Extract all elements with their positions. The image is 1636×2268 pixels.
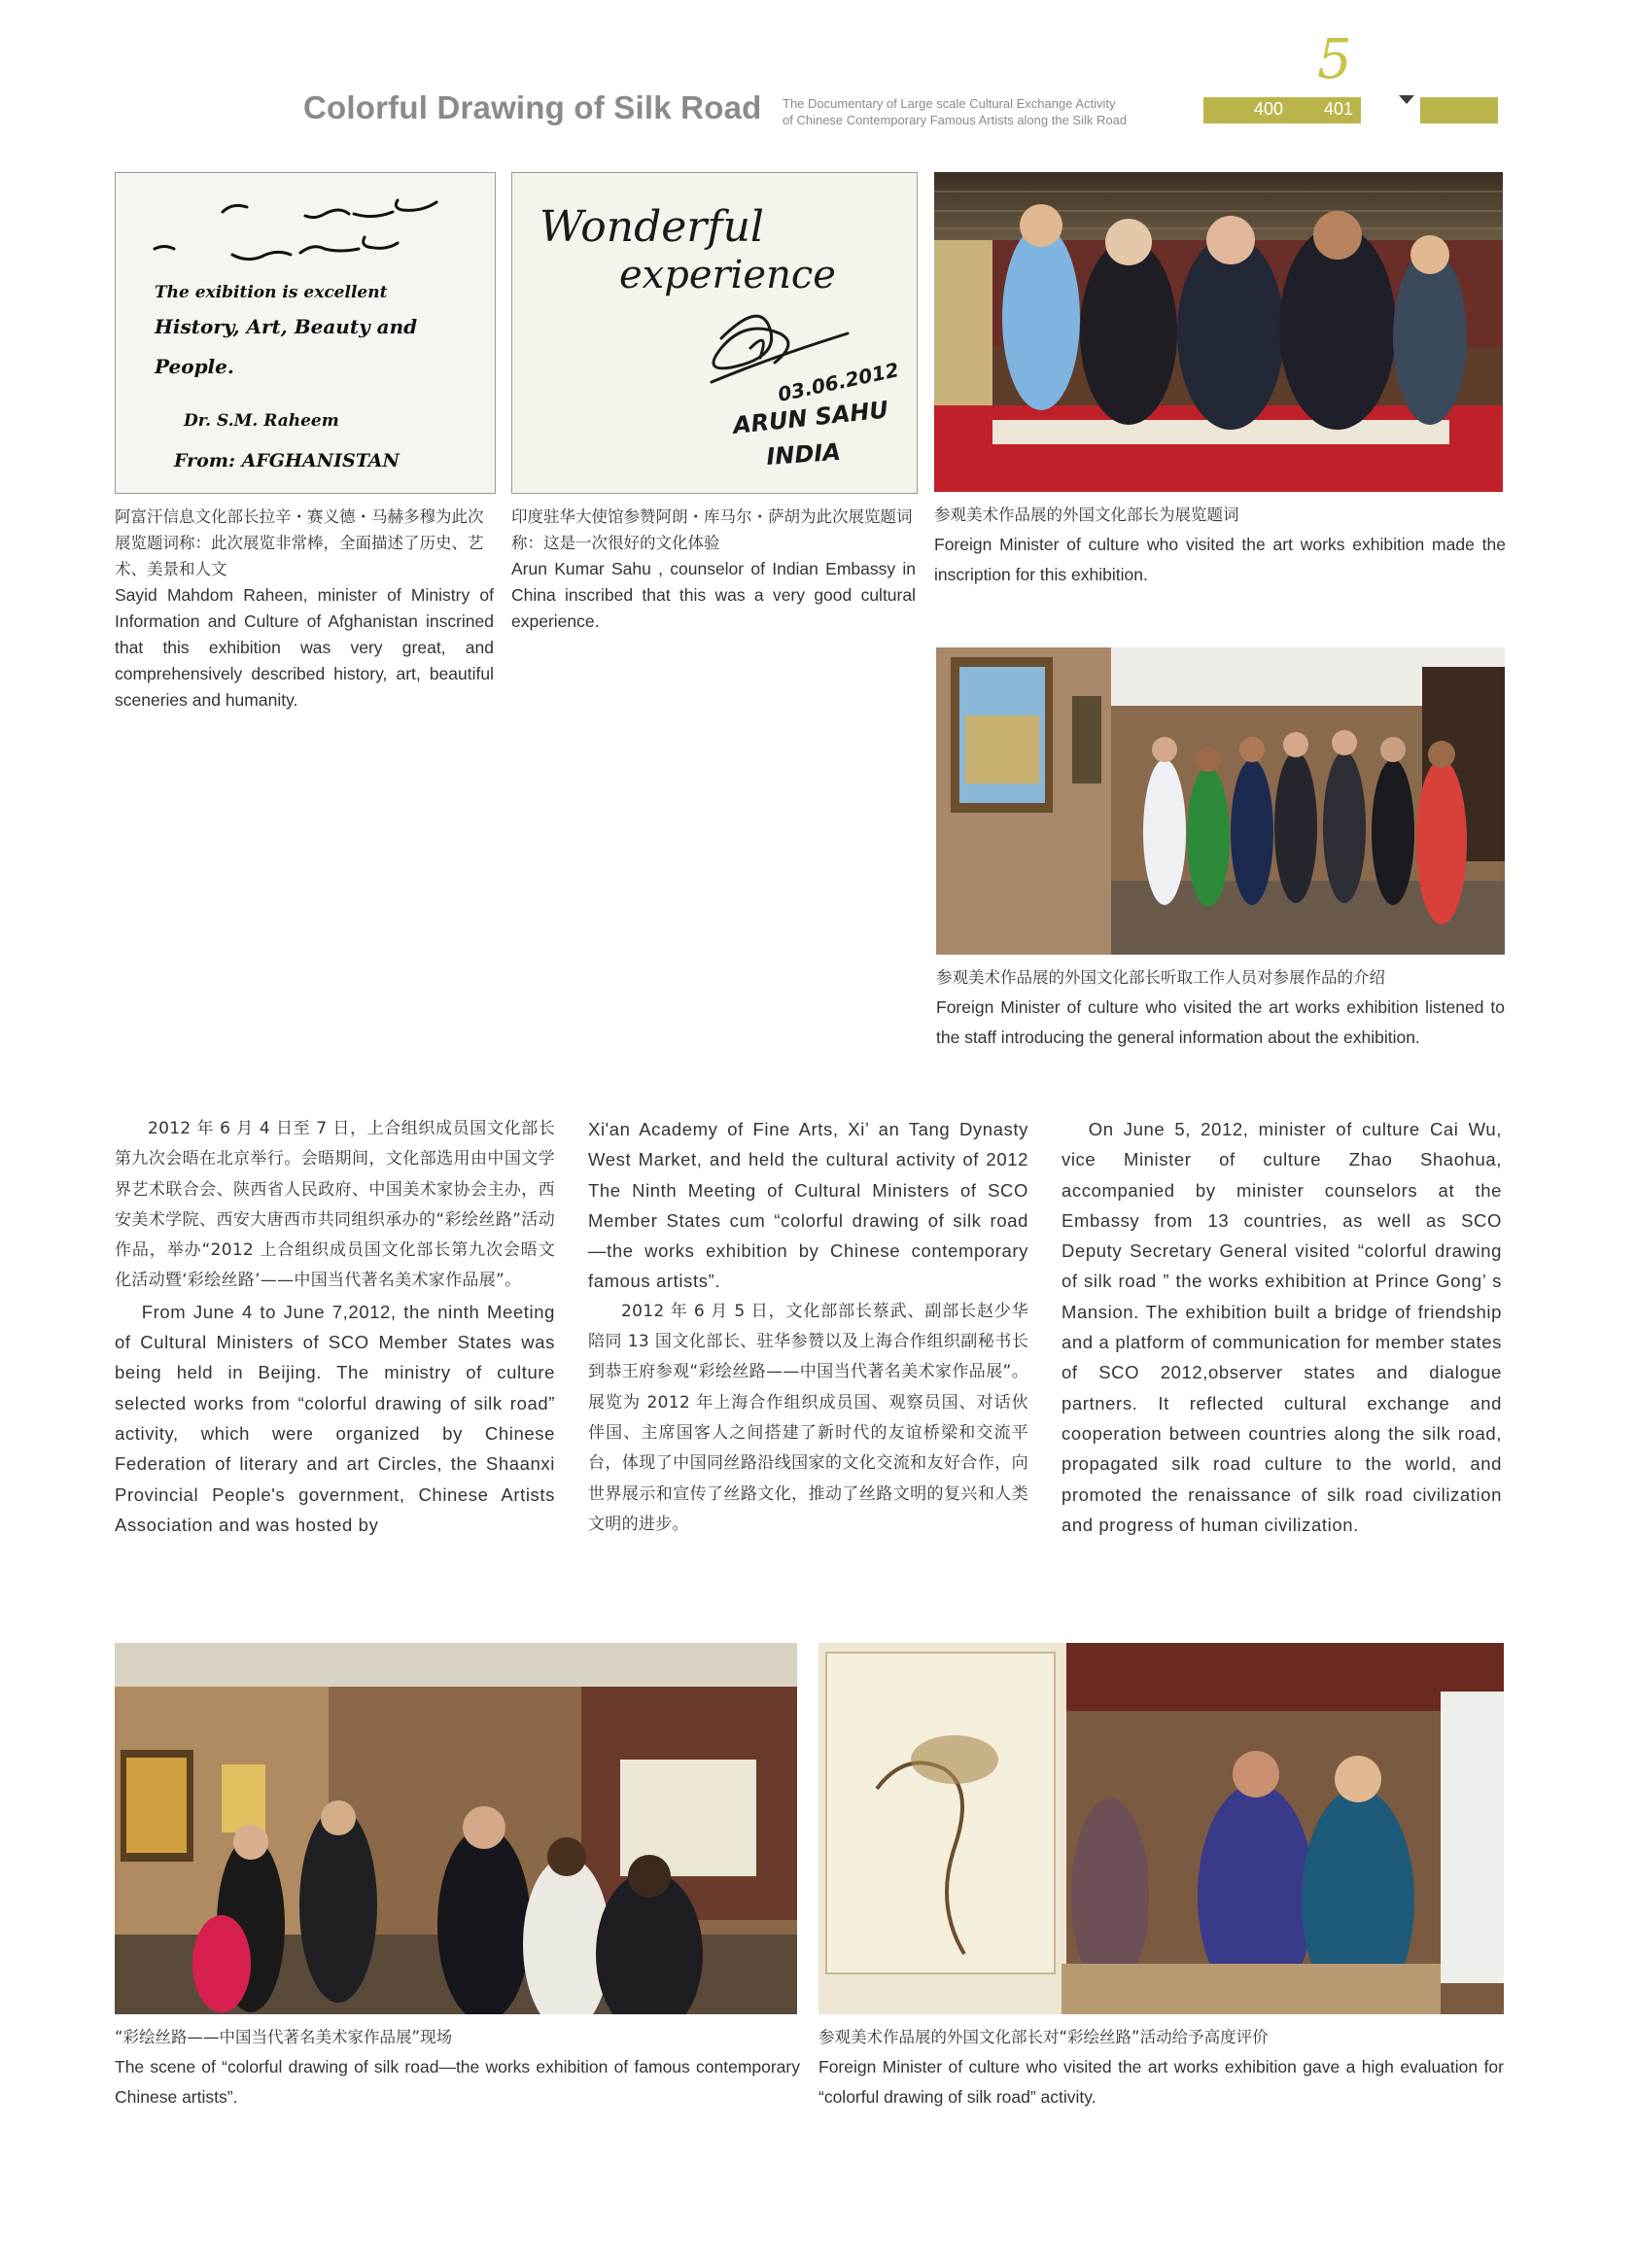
ministers-listening-photo (936, 647, 1505, 955)
body-column-1 (115, 1114, 555, 1540)
caption-ministers-listening-en: Foreign Minister of culture who visited the art works exhibition listened to the staff introducing the general information about the exhibition. (936, 997, 1505, 1047)
caption-high-evaluation (818, 2022, 1504, 2112)
india-signature-photo (511, 172, 918, 494)
caption-india-en: Arun Kumar Sahu , counselor of Indian Embassy in China inscribed that this was a very good cultural experience. (511, 559, 916, 631)
body-col2-zh: 2012 年 6 月 5 日，文化部部长蔡武、副部长赵少华陪同 13 国文化部长、驻华参赞以及上海合作组织副秘书长到恭王府参观“彩绘丝路——中国当代著名美术家作品展”。展览为 2012 年上海合作组织成员国、观察员国、对话伙伴国、主席国客人之间搭建了新时代的友谊桥梁和交流平台，体现了中国同丝路沿线国家的文化交流和友好合作，向世界展示和宣传了丝路文化，推动了丝路文明的复兴和人类文明的进步。 (588, 1301, 1028, 1534)
body-col1-en: From June 4 to June 7,2012, the ninth Meeting of Cultural Ministers of SCO Member States was being held in Beijing. The ministry of culture selected works from “colorful drawing of silk road” activity, which were organized by Chinese Federation of literary and art Circles, the Shaanxi Provincial People's government, Chinese Artists Association and was hosted by (115, 1301, 555, 1535)
caption-high-evaluation-en: Foreign Minister of culture who visited the art works exhibition gave a high evaluation for “colorful drawing of silk road” activity. (818, 2057, 1504, 2107)
afghan-sig-line-5: From: AFGHANISTAN (174, 450, 400, 471)
caption-ministers-listening (936, 962, 1505, 1053)
caption-exhibition-scene-en: The scene of “colorful drawing of silk road—the works exhibition of famous contemporary Chinese artists”. (115, 2057, 800, 2107)
high-evaluation-photo (818, 1643, 1504, 2014)
page-marker-icon (1399, 95, 1414, 104)
caption-exhibition-scene-zh: “彩绘丝路——中国当代著名美术家作品展”现场 (115, 2028, 453, 2046)
chapter-number: 5 (1317, 28, 1352, 91)
caption-high-evaluation-zh: 参观美术作品展的外国文化部长对“彩绘丝路”活动给予高度评价 (818, 2028, 1269, 2046)
caption-ministers-signing (934, 500, 1506, 590)
caption-india-zh: 印度驻华大使馆参赞阿朗・库马尔・萨胡为此次展览题词称：这是一次很好的文化体验 (511, 507, 913, 552)
page-number-left: 400 (1254, 99, 1284, 119)
magazine-subtitle (783, 95, 1127, 128)
afghan-sig-line-3: People. (155, 355, 234, 378)
caption-ministers-signing-en: Foreign Minister of culture who visited the art works exhibition made the inscription for this exhibition. (934, 535, 1506, 584)
afghan-sig-line-1: The exibition is excellent (155, 283, 388, 302)
india-sig-country: INDIA (765, 437, 842, 471)
subtitle-line-2: of Chinese Contemporary Famous Artists along the Silk Road (783, 113, 1128, 127)
caption-ministers-listening-zh: 参观美术作品展的外国文化部长听取工作人员对参展作品的介绍 (936, 968, 1385, 987)
body-col1-zh: 2012 年 6 月 4 日至 7 日，上合组织成员国文化部长第九次会晤在北京举行。会晤期间，文化部选用由中国文学界艺术联合会、陕西省人民政府、中国美术家协会主办，西安美术学院、西安大唐西市共同组织承办的“彩绘丝路”活动作品，举办“2012 上合组织成员国文化部长第九次会晤文化活动暨‘彩绘丝路’——中国当代著名美术家作品展”。 (115, 1119, 555, 1291)
afghan-signature-photo (115, 172, 496, 494)
india-sig-line-2: experience (619, 253, 836, 297)
caption-ministers-signing-zh: 参观美术作品展的外国文化部长为展览题词 (934, 506, 1239, 524)
india-sig-date: 03.06.2012 (776, 358, 901, 406)
india-sig-name: ARUN SAHU (731, 396, 890, 439)
caption-exhibition-scene (115, 2022, 800, 2112)
caption-afghan-zh: 阿富汗信息文化部长拉辛・赛义德・马赫多穆为此次展览题词称：此次展览非常棒，全面描述了历史、艺术、美景和人文 (115, 507, 484, 578)
ministers-signing-photo (934, 172, 1503, 492)
page-number-right: 401 (1324, 99, 1354, 119)
body-col3-en: On June 5, 2012, minister of culture Cai Wu, vice Minister of culture Zhao Shaohua, accompanied by minister counselors at the Embassy from 13 countries, as well as SCO Deputy Secretary General visited “colorful drawing of silk road ” the works exhibition at Prince Gong’ s Mansion. The exhibition built a bridge of friendship and a platform of communication for member states of SCO 2012,observer states and dialogue partners. It reflected cultural exchange and cooperation between countries along the silk road, propagated silk road culture to the world, and promoted the renaissance of silk road civilization and progress of human civilization. (1062, 1119, 1502, 1535)
exhibition-scene-photo (115, 1643, 797, 2014)
body-col2-en: Xi'an Academy of Fine Arts, Xi’ an Tang Dynasty West Market, and held the cultural activity of 2012 The Ninth Meeting of Cultural Ministers of SCO Member States cum “colorful drawing of silk road —the works exhibition by Chinese contemporary famous artists”. (588, 1119, 1028, 1292)
caption-afghan-en: Sayid Mahdom Raheen, minister of Ministry of Information and Culture of Afghanistan inscrined that this exhibition was very great, and comprehensively described history, art, beautiful sceneries and humanity. (115, 585, 494, 710)
afghan-sig-line-2: History, Art, Beauty and (155, 315, 418, 338)
afghan-sig-line-4: Dr. S.M. Raheem (184, 411, 339, 431)
magazine-title: Colorful Drawing of Silk Road (303, 89, 762, 125)
caption-india (511, 504, 916, 635)
caption-afghan (115, 504, 494, 714)
body-column-3 (1062, 1114, 1502, 1540)
subtitle-line-1: The Documentary of Large scale Cultural Exchange Activity (783, 96, 1116, 111)
india-sig-line-1: Wonderful (540, 202, 764, 252)
body-column-2 (588, 1114, 1028, 1540)
header-accent-block (1420, 97, 1498, 123)
